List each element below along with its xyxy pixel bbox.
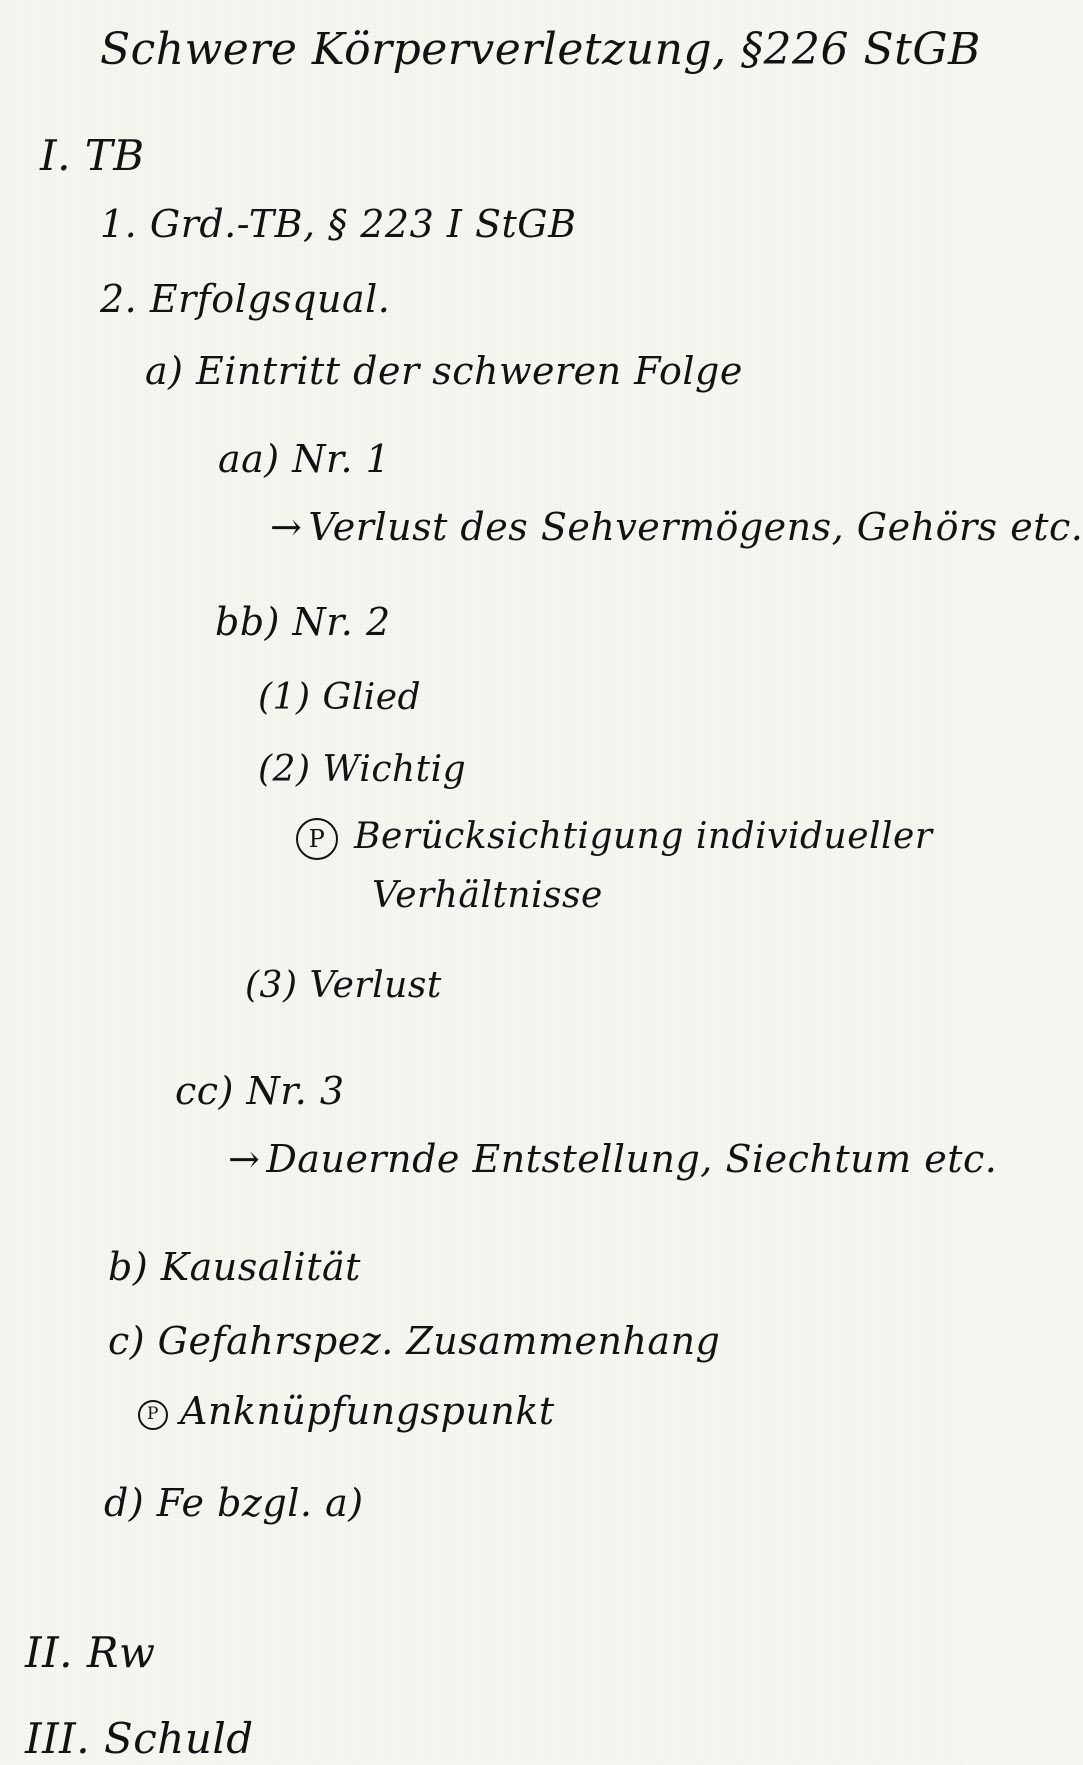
item-d-fe: d) Fe bzgl. a) xyxy=(104,1481,364,1525)
anknuepfungspunkt-text: Anknüpfungspunkt xyxy=(180,1389,555,1433)
cc-nr3-detail-text: Dauernde Entstellung, Siechtum etc. xyxy=(266,1137,998,1181)
item-b-kausalitaet: b) Kausalität xyxy=(108,1245,361,1289)
arrow-icon: → xyxy=(270,505,303,549)
item-bb-verlust: (3) Verlust xyxy=(245,965,442,1006)
item-grundtatbestand: 1. Grd.-TB, § 223 I StGB xyxy=(100,202,577,246)
item-aa-nr1: aa) Nr. 1 xyxy=(218,437,391,481)
item-c-gefahrspezifisch: c) Gefahrspez. Zusammenhang xyxy=(108,1319,721,1363)
item-cc-nr3-detail xyxy=(228,1137,998,1181)
arrow-icon: → xyxy=(228,1137,261,1181)
item-bb-nr2: bb) Nr. 2 xyxy=(215,600,391,644)
item-a-eintritt: a) Eintritt der schweren Folge xyxy=(145,349,743,393)
section-tb: I. TB xyxy=(40,131,145,180)
item-bb-glied: (1) Glied xyxy=(258,677,422,718)
problem-line-1: Berücksichtigung individueller xyxy=(354,816,933,857)
page-title: Schwere Körperverletzung, §226 StGB xyxy=(100,24,981,75)
item-bb-wichtig: (2) Wichtig xyxy=(258,749,467,790)
item-aa-nr1-detail xyxy=(270,505,1083,549)
aa-nr1-detail-text: Verlust des Sehvermögens, Gehörs etc. xyxy=(308,505,1083,549)
item-c-anknuepfungspunkt xyxy=(138,1389,555,1433)
problem-icon: P xyxy=(138,1400,168,1430)
item-cc-nr3: cc) Nr. 3 xyxy=(175,1069,345,1113)
problem-icon: P xyxy=(296,818,338,860)
item-erfolgsqualifikation: 2. Erfolgsqual. xyxy=(100,277,391,321)
section-rw: II. Rw xyxy=(25,1628,156,1677)
item-bb-problem xyxy=(296,818,933,860)
section-schuld: III. Schuld xyxy=(25,1714,254,1763)
item-bb-problem-line-2: Verhältnisse xyxy=(372,875,603,916)
